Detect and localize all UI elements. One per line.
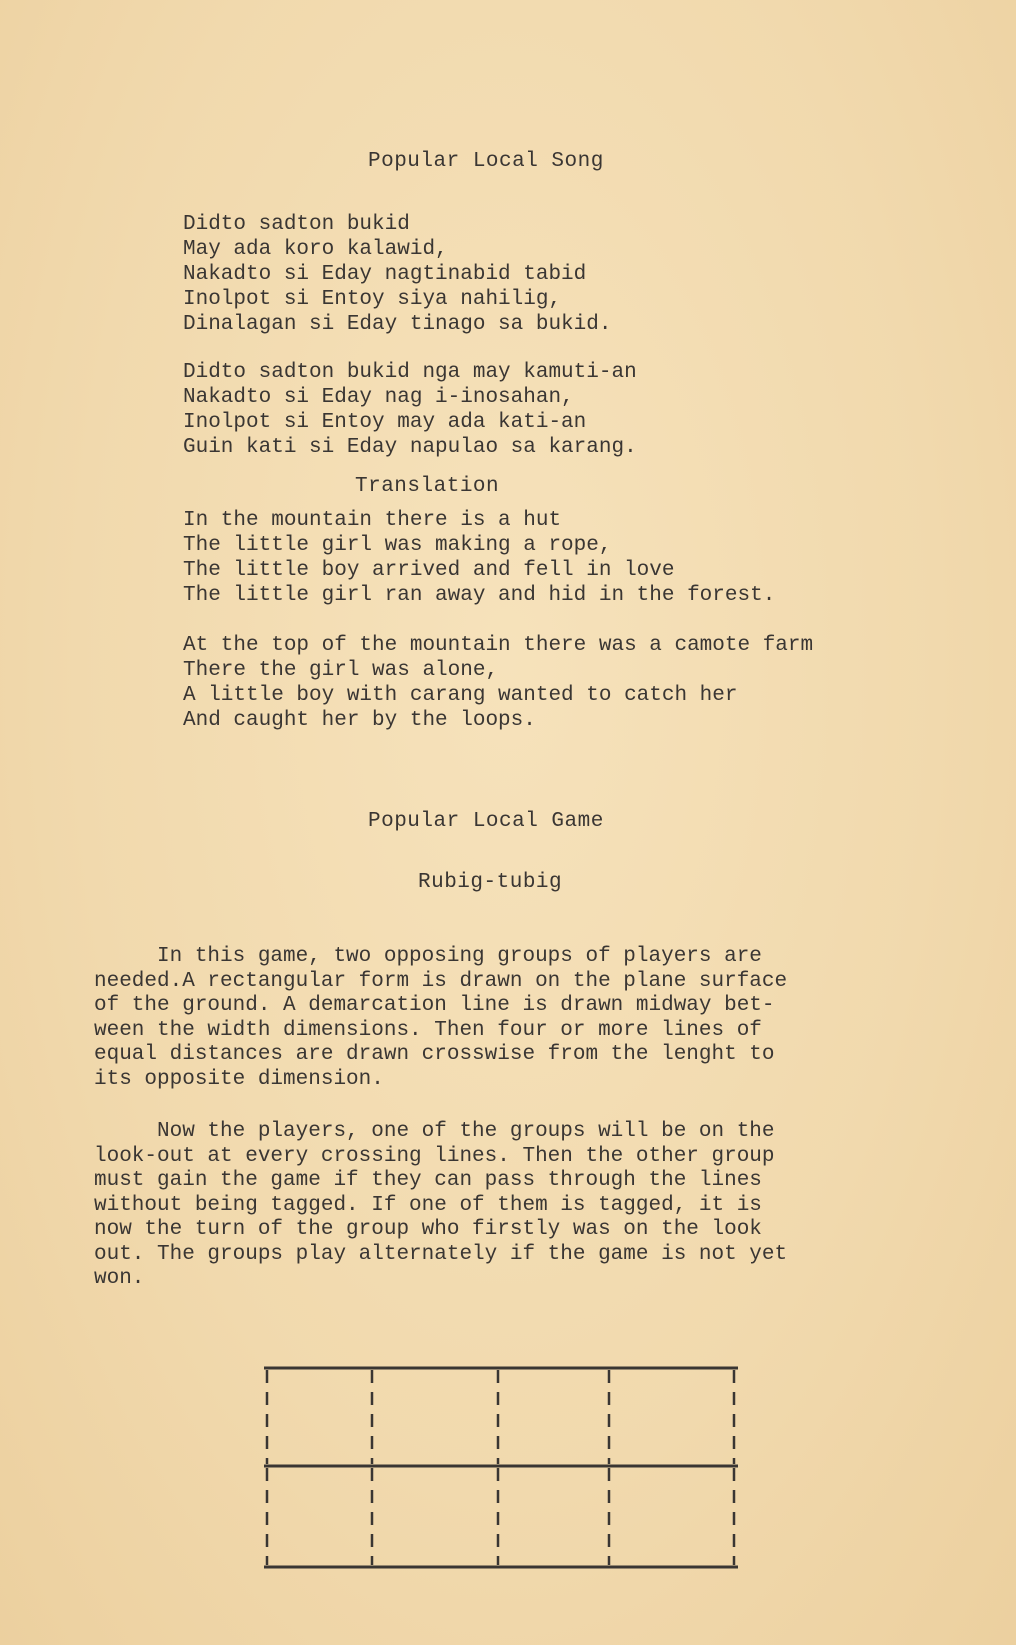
paragraph-line: its opposite dimension. (94, 1067, 384, 1091)
verse-line: Nakadto si Eday nag i-inosahan, (183, 386, 574, 409)
paragraph-line: Now the players, one of the groups will be on the (94, 1120, 775, 1143)
verse-line: Dinalagan si Eday tinago sa bukid. (183, 313, 612, 336)
verse-line: May ada koro kalawid, (183, 238, 448, 261)
translation-verse-2 (183, 633, 813, 733)
game-court-diagram (262, 1362, 740, 1572)
game-title: Popular Local Game (368, 810, 604, 833)
translation-title: Translation (355, 475, 500, 498)
verse-line: Didto sadton bukid nga may kamuti-an (183, 361, 637, 384)
song-title: Popular Local Song (368, 150, 604, 173)
paragraph-line: of the ground. A demarcation line is drawn midway bet- (94, 994, 775, 1017)
translation-line: And caught her by the loops. (183, 709, 536, 732)
verse-line: Inolpot si Entoy siya nahilig, (183, 288, 562, 311)
verse-line: Inolpot si Entoy may ada kati-an (183, 411, 587, 434)
paragraph-line: out. The groups play alternately if the game is not yet (94, 1242, 788, 1266)
paragraph-line: equal distances are drawn crosswise from the lenght to (94, 1043, 775, 1066)
verse-line: Didto sadton bukid (183, 213, 410, 236)
paragraph-line: without being tagged. If one of them is tagged, it is (94, 1193, 762, 1217)
translation-line: At the top of the mountain there was a camote farm (183, 634, 814, 657)
verse-line: Guin kati si Eday napulao sa karang. (183, 436, 637, 459)
paragraph-line: must gain the game if they can pass through the lines (94, 1169, 762, 1192)
translation-line: In the mountain there is a hut (183, 509, 562, 532)
paragraph-line: needed.A rectangular form is drawn on the plane surface (94, 969, 788, 993)
translation-verse-1 (183, 508, 775, 608)
game-paragraph-2 (94, 1120, 954, 1292)
translation-line: The little girl ran away and hid in the forest. (183, 584, 776, 607)
game-paragraph-1 (94, 945, 954, 1092)
song-verse-1 (183, 212, 611, 337)
paragraph-line: In this game, two opposing groups of players are (94, 945, 762, 968)
paragraph-line: now the turn of the group who firstly was on the look (94, 1218, 762, 1241)
translation-line: There the girl was alone, (183, 659, 499, 682)
paragraph-line: ween the width dimensions. Then four or more lines of (94, 1018, 762, 1042)
verse-line: Nakadto si Eday nagtinabid tabid (183, 263, 587, 286)
paragraph-line: won. (94, 1267, 145, 1290)
translation-line: The little boy arrived and fell in love (183, 559, 675, 582)
song-verse-2 (183, 360, 637, 460)
game-name: Rubig-tubig (418, 871, 563, 894)
translation-line: A little boy with carang wanted to catch her (183, 684, 738, 707)
paragraph-line: look-out at every crossing lines. Then the other group (94, 1144, 775, 1168)
translation-line: The little girl was making a rope, (183, 534, 612, 557)
